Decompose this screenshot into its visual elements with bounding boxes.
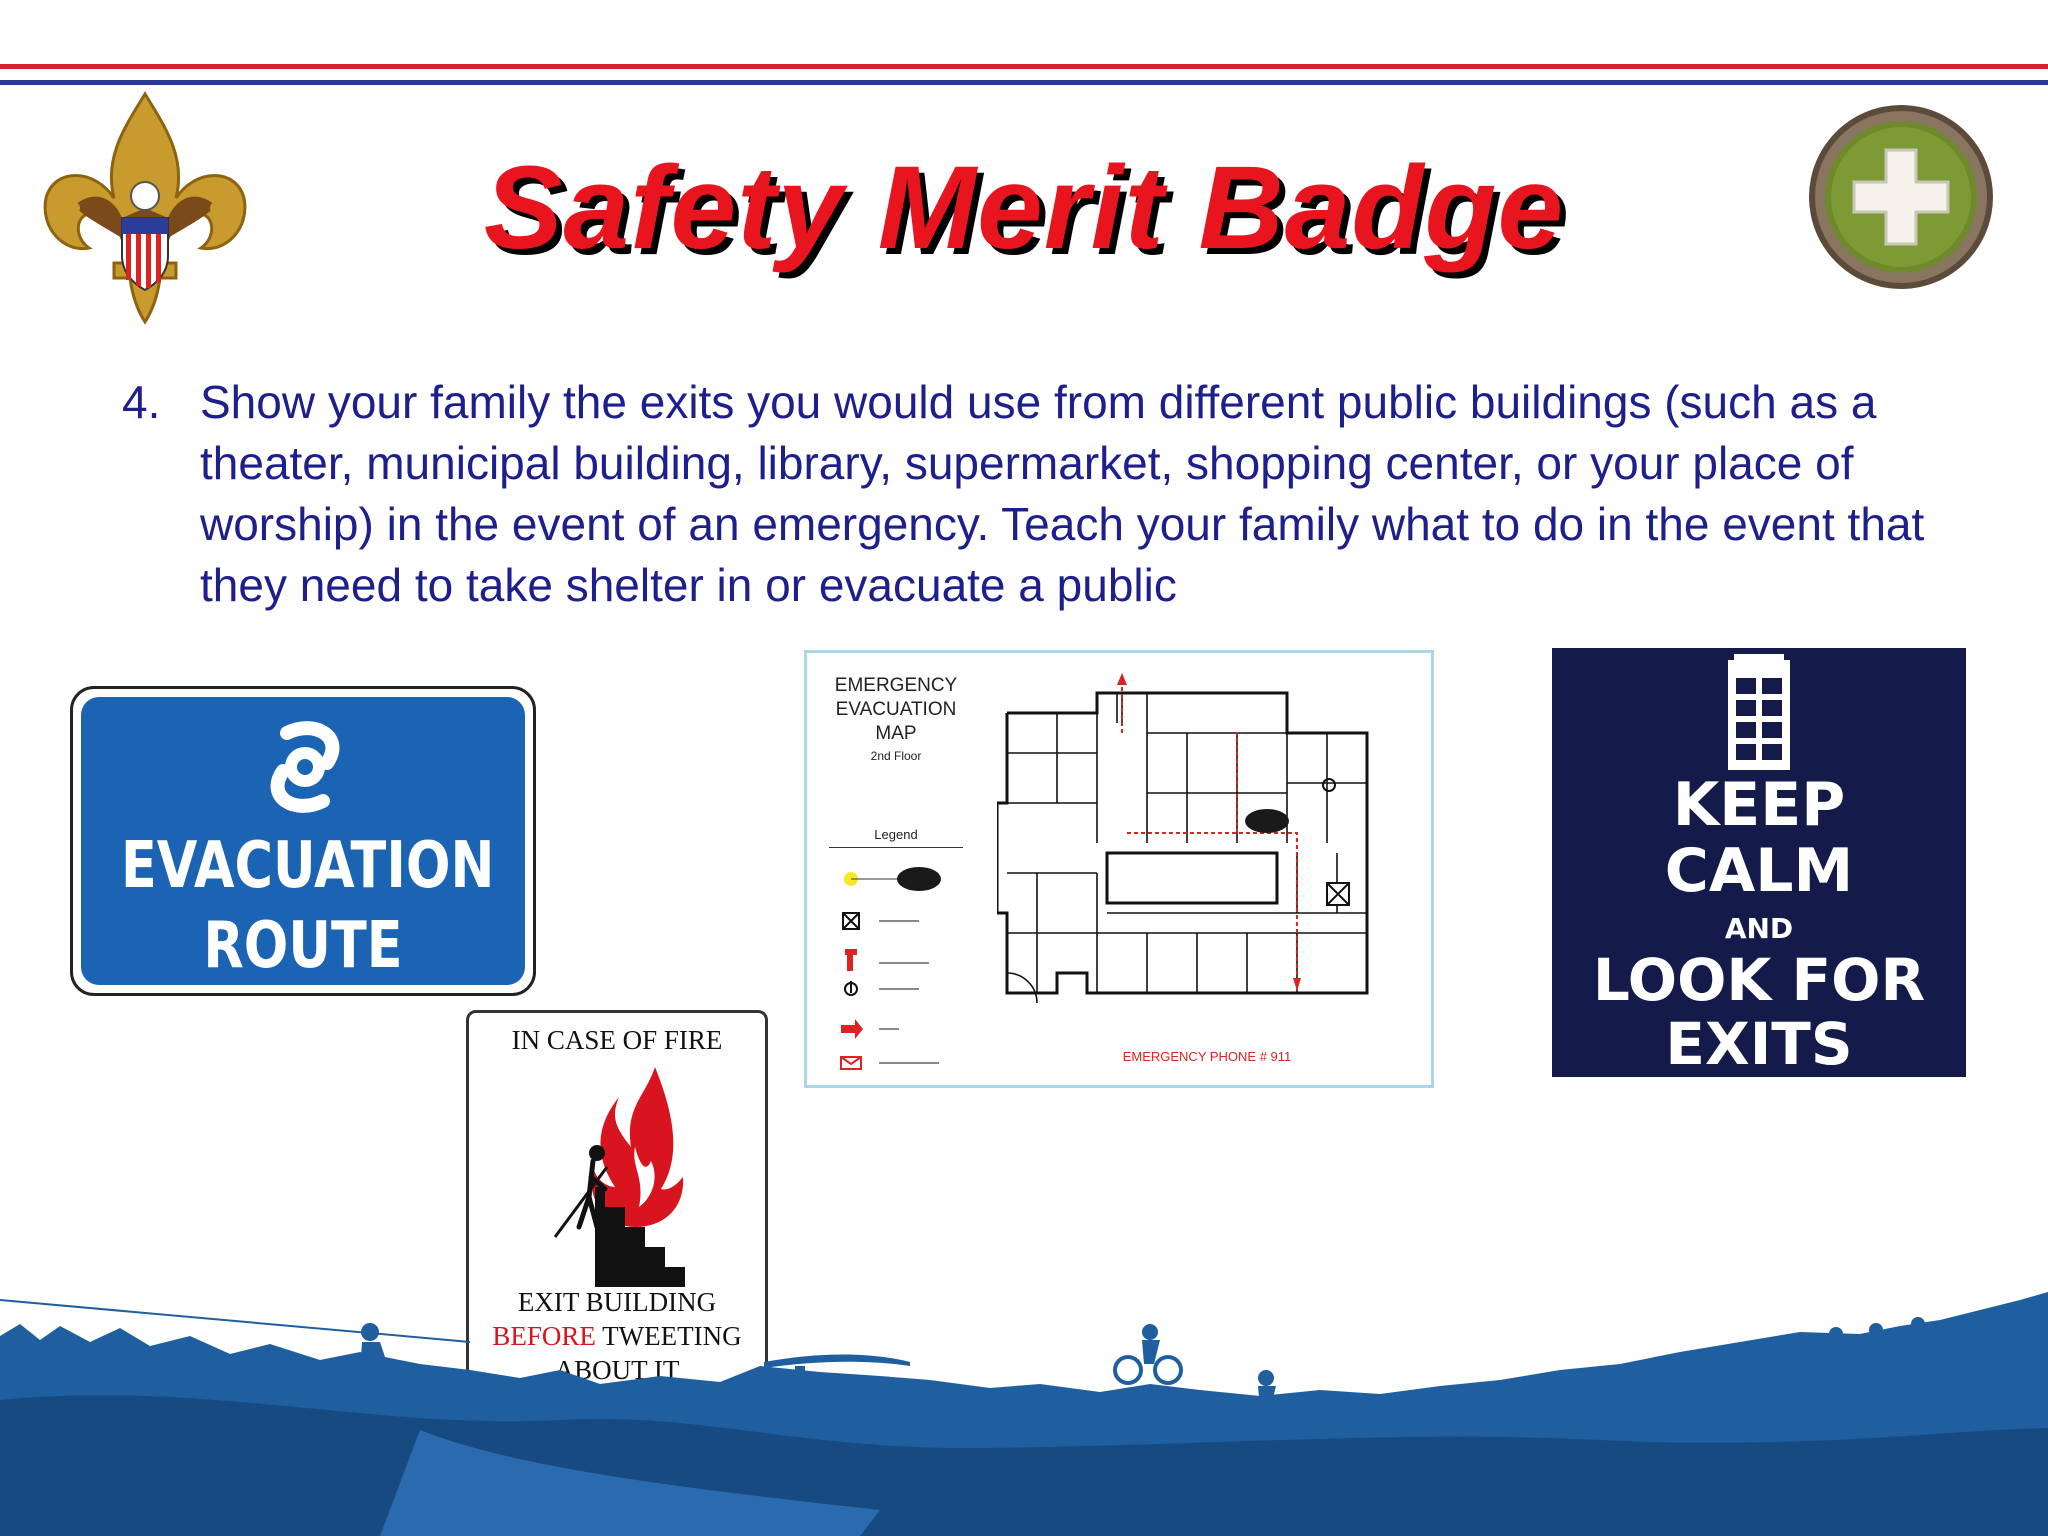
fire-sign-top: IN CASE OF FIRE [511, 1025, 723, 1055]
hurricane-icon [257, 719, 353, 815]
evacuation-sign-line2: ROUTE [203, 909, 403, 983]
keep-calm-line5: EXITS [1665, 1010, 1853, 1078]
keep-calm-line1: KEEP [1672, 770, 1846, 840]
keep-calm-line2: CALM [1664, 836, 1854, 906]
requirement-number: 4. [122, 376, 161, 428]
landscape-footer [0, 1280, 2048, 1536]
map-footer: EMERGENCY PHONE # 911 [1122, 1049, 1292, 1064]
map-title-line2: EVACUATION [835, 699, 957, 720]
map-floor: 2nd Floor [870, 749, 922, 763]
legend-rule [829, 847, 963, 848]
fire-sign-line2-red: BEFORE [492, 1321, 596, 1351]
fire-icon [535, 1057, 715, 1297]
phone-box-icon [1724, 652, 1794, 770]
fire-sign-line1: EXIT BUILDING [517, 1287, 717, 1317]
map-legend-symbols [829, 853, 979, 1073]
first-aid-cross-badge-icon [1806, 102, 1996, 292]
requirement-text: Show your family the exits you would use from different public buildings (such as a theater, municipal building, library, supermarket, shopping center, or your place of worship) in the event of an emergency. Teach your family what to do in the event that they need to take shelter in or evacuate a public [200, 376, 1925, 611]
map-legend-heading: Legend [874, 827, 918, 842]
fire-sign-line3: ABOUT IT [554, 1355, 680, 1385]
keep-calm-poster [1552, 648, 1966, 1077]
header-stripe-blue [0, 80, 2048, 85]
evacuation-sign-line1: EVACUATION [120, 829, 495, 903]
evacuation-sign-panel [81, 697, 525, 985]
evacuation-route-sign [70, 686, 536, 996]
header-stripe-red [0, 64, 2048, 69]
keep-calm-line3: AND [1724, 912, 1794, 945]
map-title-line1: EMERGENCY [834, 675, 958, 696]
page-title: Safety Merit Badge [483, 142, 1565, 274]
fire-sign-line2-rest: TWEETING [595, 1321, 742, 1351]
map-title-line3: MAP [875, 723, 917, 744]
floor-plan [997, 673, 1417, 1053]
keep-calm-line4: LOOK FOR [1592, 946, 1926, 1014]
evacuation-map [804, 650, 1434, 1088]
